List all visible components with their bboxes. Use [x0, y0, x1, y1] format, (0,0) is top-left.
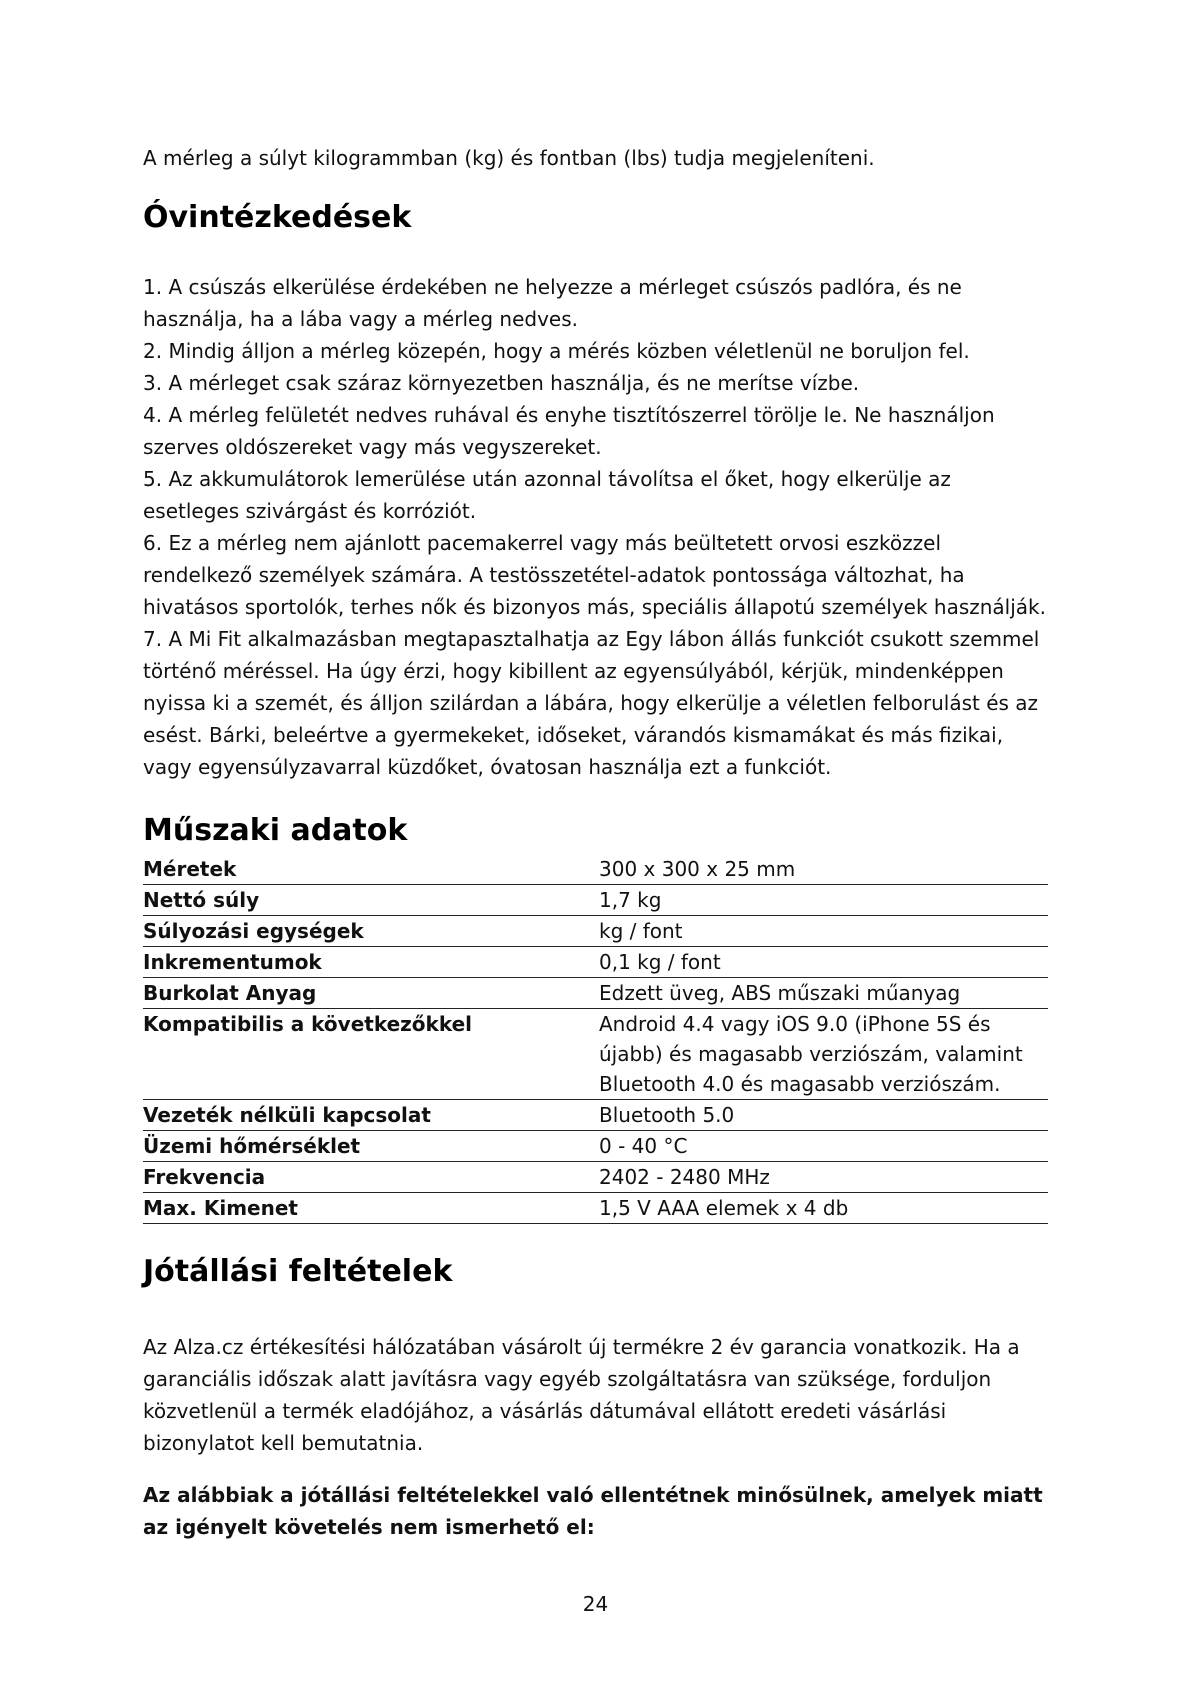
warranty-section [143, 1331, 1048, 1543]
spec-label: Max. Kimenet [143, 1193, 599, 1224]
precautions-heading: Óvintézkedések [143, 200, 412, 235]
table-row [143, 978, 1048, 1009]
spec-label: Burkolat Anyag [143, 978, 599, 1009]
spec-value: 0,1 kg / font [599, 947, 1048, 978]
specs-heading: Műszaki adatok [143, 813, 408, 848]
precaution-item: 5. Az akkumulátorok lemerülése után azonnal távolítsa el őket, hogy elkerülje az esetleges szivárgást és korróziót. [143, 467, 951, 523]
table-row [143, 947, 1048, 978]
table-row [143, 854, 1048, 885]
spec-value: 1,5 V AAA elemek x 4 db [599, 1193, 1048, 1224]
table-row [143, 1162, 1048, 1193]
spec-label: Inkrementumok [143, 947, 599, 978]
precaution-item: 3. A mérleget csak száraz környezetben használja, és ne merítse vízbe. [143, 371, 860, 395]
spec-value: Bluetooth 5.0 [599, 1100, 1048, 1131]
table-row [143, 916, 1048, 947]
precaution-item: 4. A mérleg felületét nedves ruhával és enyhe tisztítószerrel törölje le. Ne használjon szerves oldószereket vagy más vegyszereket. [143, 403, 995, 459]
spec-value: 1,7 kg [599, 885, 1048, 916]
spec-value: 0 - 40 °C [599, 1131, 1048, 1162]
table-row [143, 1131, 1048, 1162]
document-page [143, 142, 1048, 1543]
table-row [143, 1009, 1048, 1100]
warranty-paragraph: Az Alza.cz értékesítési hálózatában vásárolt új termékre 2 év garancia vonatkozik. Ha a garanciális időszak alatt javításra vagy egyéb szolgáltatásra van szüksége, forduljon közvetlenül a termék eladójához, a vásárlás dátumával ellátott eredeti vásárlási bizonylatot kell bemutatnia. [143, 1335, 1020, 1455]
intro-paragraph: A mérleg a súlyt kilogrammban (kg) és fontban (lbs) tudja megjeleníteni. [143, 146, 875, 170]
precaution-item: 7. A Mi Fit alkalmazásban megtapasztalhatja az Egy lábon állás funkciót csukott szemmel történő méréssel. Ha úgy érzi, hogy kibillent az egyensúlyából, kérjük, mindenképpen nyissa ki a szemét, és álljon szilárdan a lábára, hogy elkerülje a véletlen felborulást és az esést. Bárki, beleértve a gyermekeket, időseket, várandós kismamákat és más fizikai, vagy egyensúlyzavarral küzdőket, óvatosan használja ezt a funkciót. [143, 627, 1040, 779]
spec-label: Üzemi hőmérséklet [143, 1131, 599, 1162]
spec-label: Frekvencia [143, 1162, 599, 1193]
spec-value: kg / font [599, 916, 1048, 947]
spec-value: Android 4.4 vagy iOS 9.0 (iPhone 5S és újabb) és magasabb verziószám, valamint Bluetooth 4.0 és magasabb verziószám. [599, 1009, 1048, 1100]
page-number: 24 [582, 1592, 609, 1616]
precaution-item: 6. Ez a mérleg nem ajánlott pacemakerrel vagy más beültetett orvosi eszközzel rendelkező személyek számára. A testösszetétel-adatok pontossága változhat, ha hivatásos sportolók, terhes nők és bizonyos más, speciális állapotú személyek használják. [143, 531, 1046, 619]
spec-value: 2402 - 2480 MHz [599, 1162, 1048, 1193]
warranty-bold-paragraph: Az alábbiak a jótállási feltételekkel való ellentétnek minősülnek, amelyek miatt az igényelt követelés nem ismerhető el: [143, 1483, 1043, 1539]
spec-label: Súlyozási egységek [143, 916, 599, 947]
table-row [143, 885, 1048, 916]
specs-table [143, 854, 1048, 1224]
table-row [143, 1193, 1048, 1224]
table-row [143, 1100, 1048, 1131]
spec-label: Méretek [143, 854, 599, 885]
spec-label: Vezeték nélküli kapcsolat [143, 1100, 599, 1131]
precaution-item: 2. Mindig álljon a mérleg közepén, hogy a mérés közben véletlenül ne boruljon fel. [143, 339, 970, 363]
warranty-heading: Jótállási feltételek [143, 1254, 453, 1289]
precautions-list [143, 271, 1048, 783]
spec-value: 300 x 300 x 25 mm [599, 854, 1048, 885]
spec-value: Edzett üveg, ABS műszaki műanyag [599, 978, 1048, 1009]
spec-label: Nettó súly [143, 885, 599, 916]
spec-label: Kompatibilis a következőkkel [143, 1009, 599, 1100]
precaution-item: 1. A csúszás elkerülése érdekében ne helyezze a mérleget csúszós padlóra, és ne használja, ha a lába vagy a mérleg nedves. [143, 275, 962, 331]
